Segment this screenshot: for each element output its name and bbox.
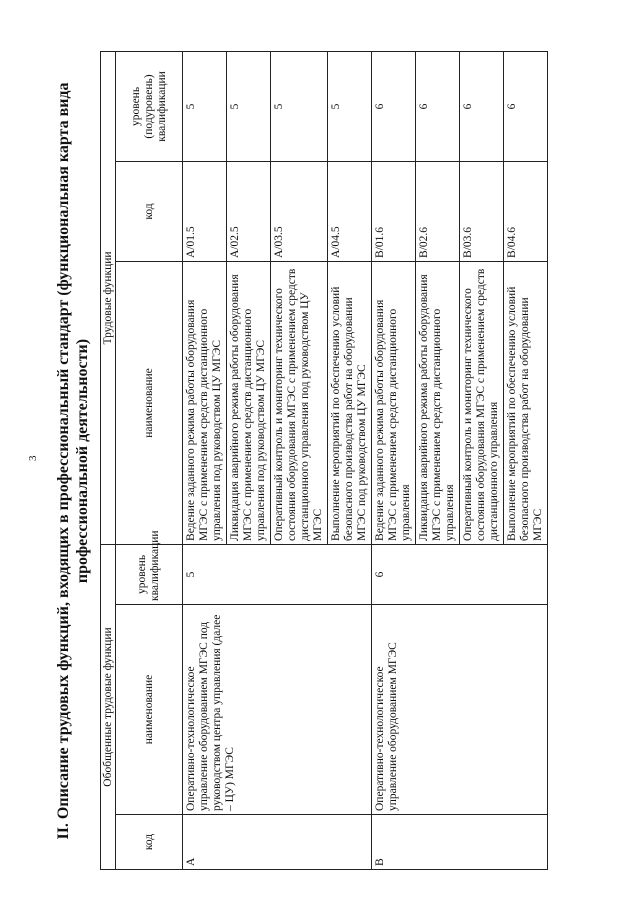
labor-functions-header: Трудовые функции — [101, 51, 116, 544]
group-header-row — [101, 51, 116, 869]
function-name: Ведение заданного режима работы оборудования МГЭС с применением средств дистанционного управления под руководством ЦУ МГЭС — [183, 261, 227, 544]
function-name: Ликвидация аварийного режима работы оборудования МГЭС с применением средств дистанционного управления — [416, 261, 460, 544]
table-row — [372, 51, 416, 869]
function-level: 5 — [227, 51, 271, 161]
column-header-row — [116, 51, 183, 869]
function-level: 5 — [271, 51, 328, 161]
function-name: Ликвидация аварийного режима работы оборудования МГЭС с применением средств дистанционного управления под руководством ЦУ МГЭС — [227, 261, 271, 544]
group-code: B — [372, 815, 548, 870]
name-header: наименование — [116, 605, 183, 815]
function-level: 5 — [328, 51, 372, 161]
function-name: Выполнение мероприятий по обеспечению условий безопасного производства работ на оборудовании МГЭС под руководством ЦУ МГЭС — [328, 261, 372, 544]
function-code: A/02.5 — [227, 161, 271, 261]
tf-name-header: наименование — [116, 261, 183, 544]
function-code: B/02.6 — [416, 161, 460, 261]
functional-map-table — [100, 51, 548, 870]
function-name: Ведение заданного режима работы оборудования МГЭС с применением средств дистанционного управления — [372, 261, 416, 544]
code-header: код — [116, 815, 183, 870]
function-code: A/04.5 — [328, 161, 372, 261]
tf-level-header: уровень (подуровень) квалификации — [116, 51, 183, 161]
group-name: Оперативно-технологическое управление оборудованием МГЭС под руководством центра управления (далее – ЦУ) МГЭС — [183, 605, 372, 815]
group-code: A — [183, 815, 372, 870]
function-code: B/04.6 — [504, 161, 548, 261]
function-level: 6 — [416, 51, 460, 161]
function-code: B/01.6 — [372, 161, 416, 261]
function-code: A/03.5 — [271, 161, 328, 261]
function-name: Оперативный контроль и мониторинг технического состояния оборудования МГЭС с применением средств дистанционного управления — [460, 261, 504, 544]
group-level: 6 — [372, 544, 548, 604]
group-name: Оперативно-технологическое управление оборудованием МГЭС — [372, 605, 548, 815]
landscape-content — [50, 52, 610, 870]
page-number: 3 — [27, 455, 39, 461]
table-row — [183, 51, 227, 869]
function-code: B/03.6 — [460, 161, 504, 261]
function-code: A/01.5 — [183, 161, 227, 261]
function-name: Оперативный контроль и мониторинг технического состояния оборудования МГЭС с применением средств дистанционного управления под руководством ЦУ МГЭС — [271, 261, 328, 544]
function-level: 5 — [183, 51, 227, 161]
section-title: II. Описание трудовых функций, входящих в профессиональный стандарт (функциональная карта вида профессиональной деятельности) — [55, 82, 91, 840]
function-level: 6 — [372, 51, 416, 161]
level-header: уровень квалификации — [116, 544, 183, 604]
function-level: 6 — [460, 51, 504, 161]
group-level: 5 — [183, 544, 372, 604]
function-name: Выполнение мероприятий по обеспечению условий безопасного производства работ на оборудовании МГЭС — [504, 261, 548, 544]
function-level: 6 — [504, 51, 548, 161]
generalized-functions-header: Обобщенные трудовые функции — [101, 544, 116, 869]
tf-code-header: код — [116, 161, 183, 261]
